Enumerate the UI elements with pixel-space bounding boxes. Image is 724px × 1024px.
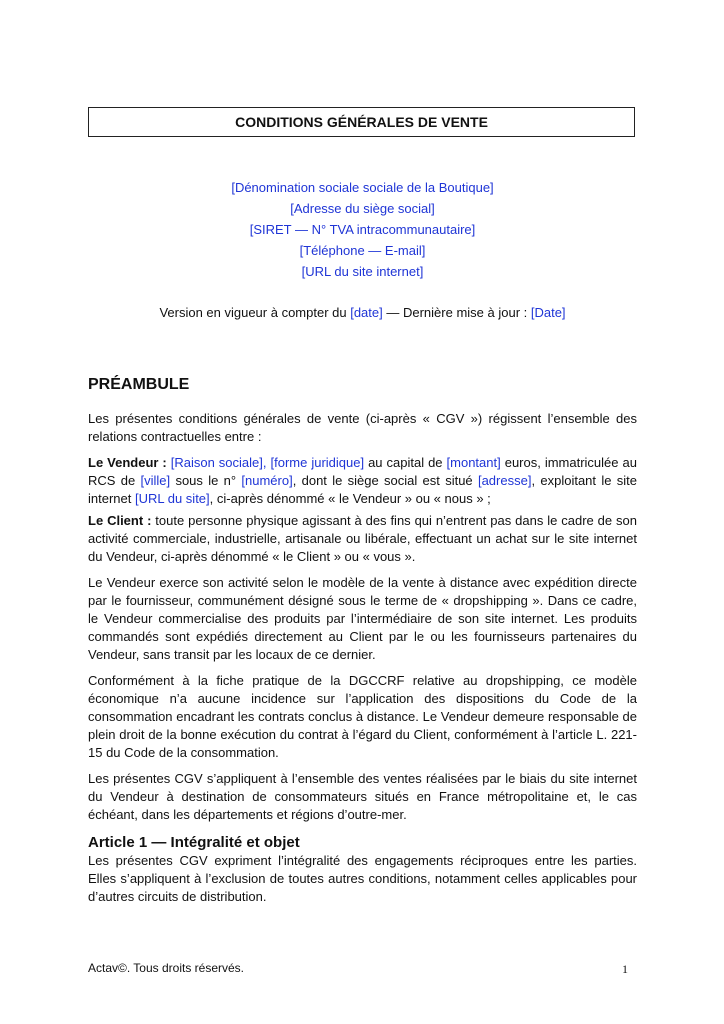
montant-placeholder: [montant] xyxy=(446,455,501,470)
vendeur-text-3: sous le n° xyxy=(170,473,242,488)
page-number: 1 xyxy=(622,962,628,976)
preamble-body xyxy=(88,410,637,906)
version-line xyxy=(88,304,637,322)
footer-copyright: Actav©. Tous droits réservés. xyxy=(88,961,245,975)
dropshipping-paragraph: Le Vendeur exerce son activité selon le modèle de la vente à distance avec expédition directe par le fournisseur, communément désigné sous le terme de « dropshipping ». Dans ce cadre, le Vendeur commercialise des produits par l’intermédiaire de son site internet. Les produits commandés sont expédiés directement au Client par le ou les fournisseurs partenaires du Vendeur, sans transit par les locaux de ce dernier. xyxy=(88,575,637,662)
version-date-placeholder: [date] xyxy=(350,305,383,320)
company-contact-placeholder: [Téléphone — E-mail] xyxy=(299,243,426,258)
article-1-heading: Article 1 — Intégralité et objet xyxy=(88,834,300,851)
vendeur-paragraph xyxy=(88,454,637,508)
vendeur-text-5: , exploitant le site internet xyxy=(88,473,637,506)
article-1-paragraph: Les présentes CGV expriment l’intégralité des engagements réciproques entre les parties. Elles s’appliquent à l’exclusion de toutes autres conditions, notamment celles applicables pour d’autres circuits de distribution. xyxy=(88,853,637,904)
scope-paragraph: Les présentes CGV s’appliquent à l’ensemble des ventes réalisées par le biais du site internet du Vendeur à destination de consommateurs situés en France métropolitaine et, le cas échéant, dans les départements et régions d’outre-mer. xyxy=(88,771,637,822)
ville-placeholder: [ville] xyxy=(140,473,171,488)
adresse-placeholder: [adresse] xyxy=(477,473,532,488)
company-name-placeholder: [Dénomination sociale sociale de la Boutique] xyxy=(231,180,494,195)
vendeur-text-1: au capital de xyxy=(364,455,447,470)
vendeur-text-2: euros, immatriculée au RCS de xyxy=(88,455,637,488)
company-siret-placeholder: [SIRET — N° TVA intracommunautaire] xyxy=(249,222,476,237)
company-header xyxy=(88,177,637,282)
company-url-placeholder: [URL du site internet] xyxy=(301,264,424,279)
intro-paragraph: Les présentes conditions générales de vente (ci-après « CGV ») régissent l’ensemble des relations contractuelles entre : xyxy=(88,411,637,444)
vendeur-text-6: , ci-après dénommé « le Vendeur » ou « nous » ; xyxy=(209,491,491,506)
company-address-placeholder: [Adresse du siège social] xyxy=(290,201,435,216)
client-label: Le Client : xyxy=(88,513,152,528)
client-text: toute personne physique agissant à des fins qui n’entrent pas dans le cadre de son activité commerciale, industrielle, artisanale ou libérale, effectuant un achat sur le site internet du Vendeur, ci-après dénommé « le Client » ou « vous ». xyxy=(88,513,637,564)
version-prefix: Version en vigueur à compter du xyxy=(159,305,351,320)
preamble-heading: PRÉAMBULE xyxy=(88,376,190,393)
raison-sociale-placeholder: [Raison sociale], xyxy=(170,455,267,470)
client-paragraph xyxy=(88,512,637,566)
vendeur-label: Le Vendeur : xyxy=(88,455,167,470)
update-date-placeholder: [Date] xyxy=(530,305,566,320)
version-middle: — Dernière mise à jour : xyxy=(382,305,531,320)
forme-juridique-placeholder: [forme juridique] xyxy=(270,455,365,470)
document-title: CONDITIONS GÉNÉRALES DE VENTE xyxy=(88,107,635,137)
url-site-placeholder: [URL du site] xyxy=(134,491,210,506)
dgccrf-paragraph: Conformément à la fiche pratique de la DGCCRF relative au dropshipping, ce modèle économique n’a aucune incidence sur l’application des dispositions du Code de la consommation encadrant les contrats conclus à distance. Le Vendeur demeure responsable de plein droit de la bonne exécution du contrat à l’égard du Client, conformément à l’article L. 221-15 du Code de la consommation. xyxy=(88,673,637,760)
vendeur-text-4: , dont le siège social est situé xyxy=(292,473,478,488)
numero-placeholder: [numéro] xyxy=(241,473,293,488)
